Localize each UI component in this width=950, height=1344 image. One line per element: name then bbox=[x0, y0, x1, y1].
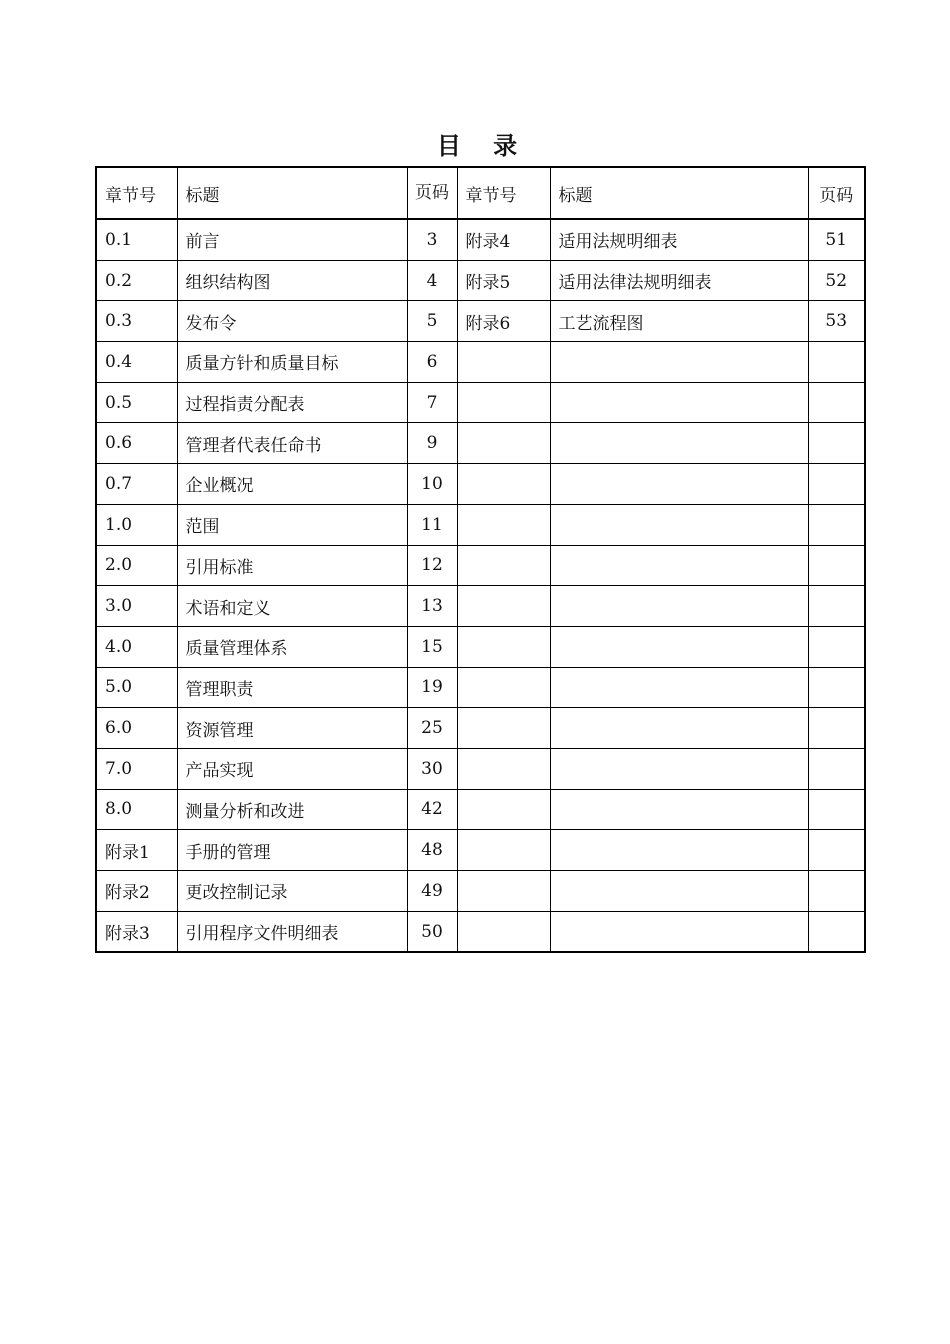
page-cell-2 bbox=[808, 423, 865, 464]
toc-header-row bbox=[96, 167, 865, 219]
heading-cell: 管理职责 bbox=[177, 667, 407, 708]
toc-body bbox=[96, 219, 865, 952]
page-cell: 50 bbox=[407, 911, 457, 952]
page-cell-2 bbox=[808, 667, 865, 708]
heading-cell: 企业概况 bbox=[177, 464, 407, 505]
page-cell-2 bbox=[808, 911, 865, 952]
page-cell-2: 53 bbox=[808, 301, 865, 342]
page-cell-2 bbox=[808, 708, 865, 749]
table-row bbox=[96, 708, 865, 749]
heading-cell: 手册的管理 bbox=[177, 830, 407, 871]
section-no-cell-2 bbox=[457, 545, 550, 586]
table-row bbox=[96, 342, 865, 383]
page-cell: 6 bbox=[407, 342, 457, 383]
page-cell: 10 bbox=[407, 464, 457, 505]
page-cell-2 bbox=[808, 382, 865, 423]
section-no-cell: 0.3 bbox=[96, 301, 177, 342]
section-no-cell: 附录2 bbox=[96, 871, 177, 912]
heading-cell: 质量管理体系 bbox=[177, 626, 407, 667]
section-no-cell-2 bbox=[457, 382, 550, 423]
page-cell-2 bbox=[808, 586, 865, 627]
page-cell: 30 bbox=[407, 748, 457, 789]
section-no-cell: 7.0 bbox=[96, 748, 177, 789]
section-no-cell: 0.4 bbox=[96, 342, 177, 383]
table-row bbox=[96, 871, 865, 912]
header-section-no: 章节号 bbox=[96, 167, 177, 219]
header-page: 页码 bbox=[407, 167, 457, 219]
table-row bbox=[96, 464, 865, 505]
page-cell: 5 bbox=[407, 301, 457, 342]
page-cell: 7 bbox=[407, 382, 457, 423]
heading-cell-2 bbox=[550, 586, 808, 627]
heading-cell-2 bbox=[550, 748, 808, 789]
heading-cell-2 bbox=[550, 342, 808, 383]
page-cell: 11 bbox=[407, 504, 457, 545]
heading-cell-2: 适用法律法规明细表 bbox=[550, 260, 808, 301]
section-no-cell: 1.0 bbox=[96, 504, 177, 545]
heading-cell-2 bbox=[550, 545, 808, 586]
page-cell: 3 bbox=[407, 219, 457, 260]
table-row bbox=[96, 667, 865, 708]
heading-cell: 范围 bbox=[177, 504, 407, 545]
section-no-cell: 8.0 bbox=[96, 789, 177, 830]
section-no-cell: 附录1 bbox=[96, 830, 177, 871]
page-cell-2 bbox=[808, 626, 865, 667]
section-no-cell: 3.0 bbox=[96, 586, 177, 627]
page-cell: 9 bbox=[407, 423, 457, 464]
section-no-cell: 0.5 bbox=[96, 382, 177, 423]
heading-cell-2 bbox=[550, 911, 808, 952]
heading-cell: 产品实现 bbox=[177, 748, 407, 789]
header-section-no-2: 章节号 bbox=[457, 167, 550, 219]
heading-cell-2 bbox=[550, 830, 808, 871]
section-no-cell: 5.0 bbox=[96, 667, 177, 708]
table-row bbox=[96, 748, 865, 789]
section-no-cell: 0.6 bbox=[96, 423, 177, 464]
header-heading: 标题 bbox=[177, 167, 407, 219]
table-row bbox=[96, 789, 865, 830]
table-row bbox=[96, 260, 865, 301]
section-no-cell: 0.2 bbox=[96, 260, 177, 301]
heading-cell: 术语和定义 bbox=[177, 586, 407, 627]
table-row bbox=[96, 626, 865, 667]
section-no-cell-2 bbox=[457, 748, 550, 789]
page-cell: 13 bbox=[407, 586, 457, 627]
page-cell-2: 51 bbox=[808, 219, 865, 260]
page-cell-2 bbox=[808, 545, 865, 586]
heading-cell-2 bbox=[550, 789, 808, 830]
heading-cell-2 bbox=[550, 382, 808, 423]
page-cell: 42 bbox=[407, 789, 457, 830]
section-no-cell-2 bbox=[457, 342, 550, 383]
section-no-cell-2 bbox=[457, 708, 550, 749]
table-row bbox=[96, 504, 865, 545]
heading-cell: 引用程序文件明细表 bbox=[177, 911, 407, 952]
section-no-cell-2 bbox=[457, 789, 550, 830]
page-cell: 48 bbox=[407, 830, 457, 871]
section-no-cell: 4.0 bbox=[96, 626, 177, 667]
heading-cell-2 bbox=[550, 464, 808, 505]
section-no-cell-2: 附录6 bbox=[457, 301, 550, 342]
page-cell: 12 bbox=[407, 545, 457, 586]
section-no-cell-2 bbox=[457, 911, 550, 952]
heading-cell-2 bbox=[550, 423, 808, 464]
heading-cell: 发布令 bbox=[177, 301, 407, 342]
page-title: 目 录 bbox=[436, 132, 530, 160]
section-no-cell: 附录3 bbox=[96, 911, 177, 952]
table-row bbox=[96, 830, 865, 871]
page-cell-2 bbox=[808, 789, 865, 830]
heading-cell: 测量分析和改进 bbox=[177, 789, 407, 830]
table-row bbox=[96, 586, 865, 627]
section-no-cell-2 bbox=[457, 586, 550, 627]
header-heading-2: 标题 bbox=[550, 167, 808, 219]
heading-cell-2 bbox=[550, 504, 808, 545]
section-no-cell-2 bbox=[457, 626, 550, 667]
heading-cell: 组织结构图 bbox=[177, 260, 407, 301]
heading-cell-2 bbox=[550, 871, 808, 912]
heading-cell: 过程指责分配表 bbox=[177, 382, 407, 423]
section-no-cell-2: 附录5 bbox=[457, 260, 550, 301]
heading-cell-2: 适用法规明细表 bbox=[550, 219, 808, 260]
section-no-cell-2 bbox=[457, 830, 550, 871]
heading-cell: 更改控制记录 bbox=[177, 871, 407, 912]
heading-cell-2 bbox=[550, 667, 808, 708]
section-no-cell: 2.0 bbox=[96, 545, 177, 586]
page-cell-2 bbox=[808, 342, 865, 383]
heading-cell-2 bbox=[550, 708, 808, 749]
page-cell: 49 bbox=[407, 871, 457, 912]
page-cell-2 bbox=[808, 871, 865, 912]
section-no-cell-2 bbox=[457, 464, 550, 505]
heading-cell-2: 工艺流程图 bbox=[550, 301, 808, 342]
table-row bbox=[96, 545, 865, 586]
section-no-cell: 6.0 bbox=[96, 708, 177, 749]
table-row bbox=[96, 382, 865, 423]
toc-table bbox=[95, 166, 866, 953]
header-page-2: 页码 bbox=[808, 167, 865, 219]
heading-cell: 资源管理 bbox=[177, 708, 407, 749]
table-row bbox=[96, 423, 865, 464]
heading-cell: 前言 bbox=[177, 219, 407, 260]
table-row bbox=[96, 911, 865, 952]
heading-cell: 管理者代表任命书 bbox=[177, 423, 407, 464]
section-no-cell-2 bbox=[457, 504, 550, 545]
page-cell: 15 bbox=[407, 626, 457, 667]
page-cell-2 bbox=[808, 830, 865, 871]
page-cell-2 bbox=[808, 504, 865, 545]
page-cell-2 bbox=[808, 464, 865, 505]
heading-cell: 引用标准 bbox=[177, 545, 407, 586]
table-row bbox=[96, 301, 865, 342]
page-cell: 19 bbox=[407, 667, 457, 708]
page-cell: 25 bbox=[407, 708, 457, 749]
section-no-cell-2 bbox=[457, 423, 550, 464]
table-row bbox=[96, 219, 865, 260]
section-no-cell-2 bbox=[457, 667, 550, 708]
page-cell-2 bbox=[808, 748, 865, 789]
section-no-cell: 0.7 bbox=[96, 464, 177, 505]
page-cell: 4 bbox=[407, 260, 457, 301]
heading-cell: 质量方针和质量目标 bbox=[177, 342, 407, 383]
section-no-cell-2: 附录4 bbox=[457, 219, 550, 260]
section-no-cell-2 bbox=[457, 871, 550, 912]
page-cell-2: 52 bbox=[808, 260, 865, 301]
heading-cell-2 bbox=[550, 626, 808, 667]
section-no-cell: 0.1 bbox=[96, 219, 177, 260]
